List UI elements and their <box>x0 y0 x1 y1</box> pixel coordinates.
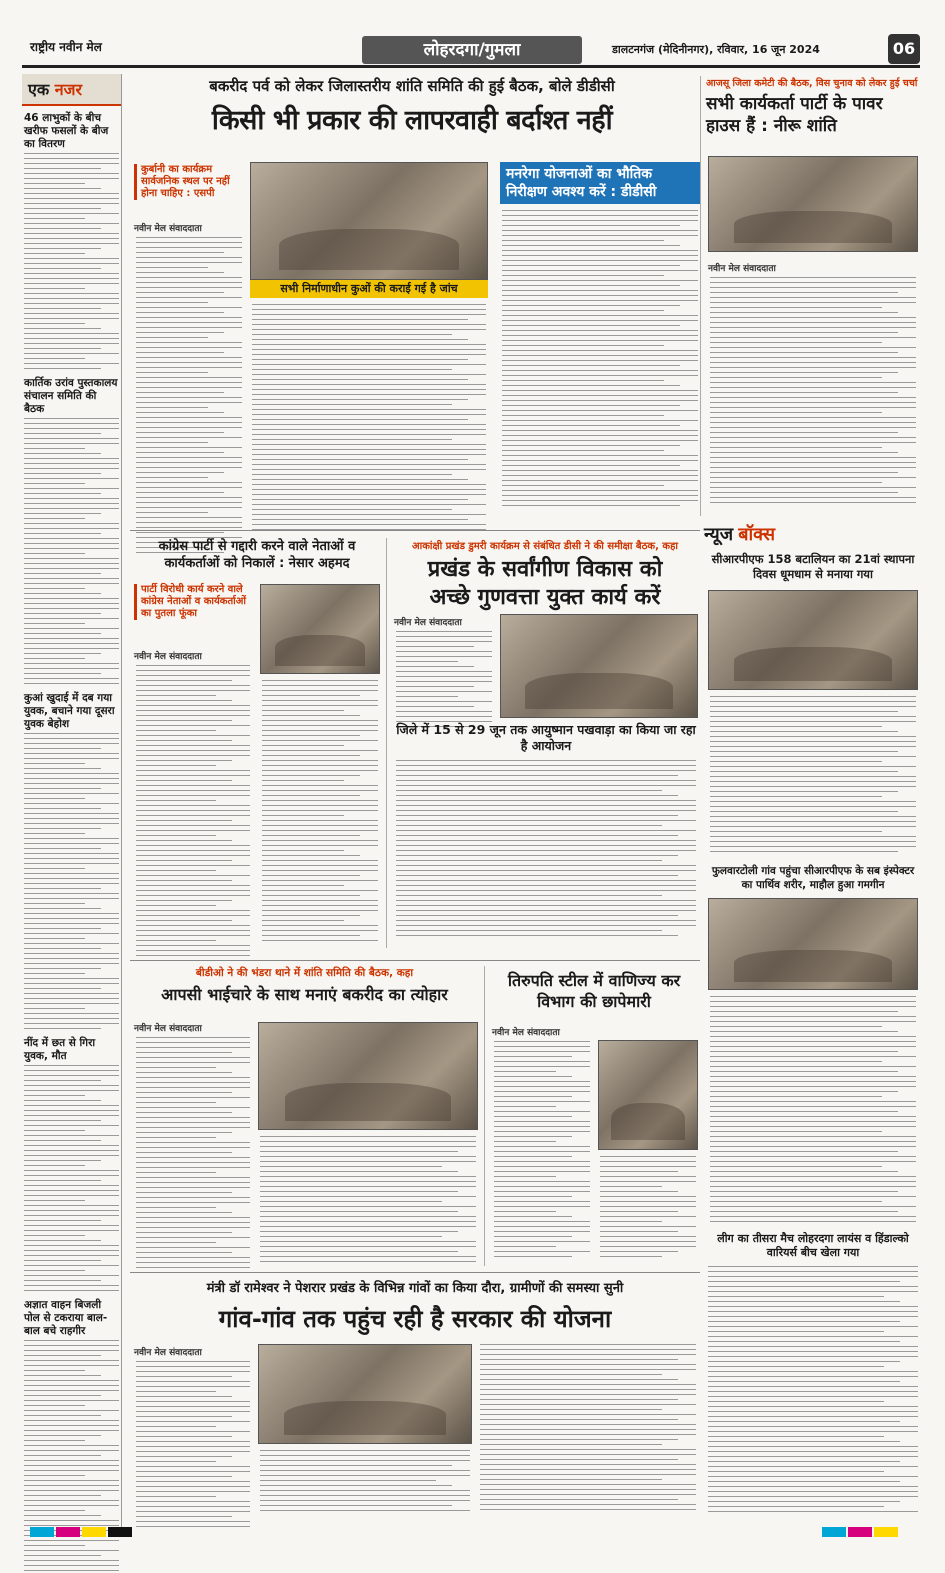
news-box-item <box>706 552 920 582</box>
bakrid-peace-body-col2 <box>258 1136 478 1266</box>
congress-pull-quote: पार्टी विरोधी कार्य करने वाले कांग्रेस नेताओं व कार्यकर्ताओं का पुतला फूंका <box>134 584 252 620</box>
tirupati-photo <box>598 1040 698 1150</box>
body-text <box>396 631 492 731</box>
yojana-story <box>132 1278 698 1335</box>
bakrid-peace-byline: नवीन मेल संवाददाता <box>134 1024 202 1034</box>
column-rule <box>700 76 701 516</box>
block-dev-story <box>392 538 698 612</box>
news-box-label: न्यूज बॉक्स <box>704 524 776 545</box>
block-dev-byline: नवीन मेल संवाददाता <box>394 618 462 628</box>
block-dev-headline-2: अच्छे गुणवत्ता युक्त कार्य करें <box>429 585 661 610</box>
body-text <box>600 1156 696 1264</box>
lead-caption: सभी निर्माणाधीन कुओं की कराई गई है जांच <box>250 280 488 298</box>
aajsu-headline: सभी कार्यकर्ता पार्टी के पावर हाउस हैं : नीरू शांति <box>706 94 883 136</box>
congress-byline: नवीन मेल संवाददाता <box>134 652 202 662</box>
brief-body <box>24 733 119 1033</box>
tirupati-byline: नवीन मेल संवाददाता <box>492 1028 560 1038</box>
lead-story <box>132 76 692 137</box>
league-headline: लीग का तीसरा मैच लोहरदगा लायंस व हिंडाल्को वारियर्स बीच खेला गया <box>717 1232 909 1259</box>
body-text <box>710 996 916 1226</box>
mgnrega-headline: मनरेगा योजनाओं का भौतिक निरीक्षण अवश्य करें : डीडीसी <box>500 162 700 204</box>
phulwartoli-body <box>708 996 918 1226</box>
yojana-headline: गांव-गांव तक पहुंच रही है सरकार की योजना <box>218 1305 612 1333</box>
tirupati-headline: तिरुपति स्टील में वाणिज्य कर विभाग की छापेमारी <box>507 971 681 1011</box>
tirupati-story <box>490 970 698 1012</box>
ayushman-headline: जिले में 15 से 29 जून तक आयुष्मान पखवाड़ा का किया जा रहा है आयोजन <box>396 722 696 753</box>
lead-body-col1 <box>134 218 244 557</box>
aajsu-byline: नवीन मेल संवाददाता <box>708 264 776 274</box>
body-text <box>262 680 378 948</box>
section-rule <box>130 960 700 961</box>
lead-body-col2 <box>250 304 488 534</box>
section-rule <box>130 1272 700 1273</box>
bakrid-peace-headline: आपसी भाईचारे के साथ मनाएं बकरीद का त्योहार <box>161 985 448 1004</box>
page-number: 06 <box>888 34 920 64</box>
crpf-body <box>708 696 918 856</box>
body-text <box>710 696 916 856</box>
tirupati-body-col2 <box>598 1156 698 1264</box>
dateline: डालटनगंज (मेदिनीनगर), रविवार, 16 जून 2024 <box>612 43 820 56</box>
section-tab: लोहरदगा/गुमला <box>362 36 582 64</box>
lead-headline: किसी भी प्रकार की लापरवाही बर्दाश्त नहीं <box>211 105 613 136</box>
masthead <box>22 32 920 68</box>
block-dev-kicker: आकांक्षी प्रखंड डुमरी कार्यक्रम से संबंधित डीसी ने की समीक्षा बैठक, कहा <box>412 541 678 552</box>
crpf-photo <box>708 590 918 690</box>
yojana-body-col1 <box>134 1342 252 1531</box>
lead-kicker: बकरीद पर्व को लेकर जिलास्तरीय शांति समिति की हुई बैठक, बोले डीडीसी <box>209 77 615 95</box>
brief-headline: कार्तिक उरांव पुस्तकालय संचालन समिति की बैठक <box>24 377 118 415</box>
body-text <box>260 1136 476 1266</box>
brief-body <box>24 1065 119 1295</box>
crpf-headline: सीआरपीएफ 158 बटालियन का 21वां स्थापना दिवस धूमधाम से मनाया गया <box>711 552 915 581</box>
body-text <box>136 1361 250 1531</box>
yojana-photo <box>258 1344 472 1444</box>
lead-pull-quote: कुर्बानी का कार्यक्रम सार्वजनिक स्थल पर नहीं होना चाहिए : एसपी <box>134 164 244 200</box>
ek-nazar-column <box>22 74 122 1529</box>
section-rule <box>130 530 700 531</box>
phulwartoli-photo <box>708 898 918 990</box>
body-text <box>708 1266 918 1516</box>
lead-photo <box>250 162 488 280</box>
brief-body <box>24 153 119 373</box>
brief-headline: नींद में छत से गिरा युवक, मौत <box>24 1037 96 1062</box>
block-dev-photo <box>500 614 698 718</box>
brief-headline: कुआं खुदाई में दब गया युवक, बचाने गया दूसरा युवक बेहोश <box>24 692 115 730</box>
phulwartoli-headline: फुलवारटोली गांव पहुंचा सीआरपीएफ के सब इंस्पेक्टर का पार्थिव शरीर, माहौल हुआ गमगीन <box>711 865 915 891</box>
tirupati-body <box>492 1022 592 1261</box>
bakrid-peace-story <box>132 966 477 1005</box>
body-text <box>502 210 698 510</box>
body-text <box>136 237 242 557</box>
bakrid-peace-photo <box>258 1022 478 1130</box>
brief-headline: अज्ञात वाहन बिजली पोल से टकराया बाल-बाल बचे राहगीर <box>24 1299 108 1337</box>
yojana-kicker: मंत्री डॉ रामेश्वर ने पेशरार प्रखंड के विभिन्न गांवों का किया दौरा, ग्रामीणों की समस्या सुनी <box>206 1281 624 1296</box>
body-text <box>396 760 696 940</box>
body-text <box>260 1450 470 1516</box>
color-registration-bar <box>0 1520 945 1534</box>
lead-byline: नवीन मेल संवाददाता <box>134 224 202 234</box>
newspaper-page <box>22 32 920 1542</box>
congress-body-col1 <box>134 646 252 965</box>
body-text <box>136 665 250 965</box>
congress-photo <box>260 584 380 674</box>
block-dev-headline-1: प्रखंड के सर्वांगीण विकास को <box>427 557 663 582</box>
aajsu-body <box>708 258 918 507</box>
block-dev-body <box>394 612 494 731</box>
congress-headline: कांग्रेस पार्टी से गद्दारी करने वाले नेताओं व कार्यकर्ताओं को निकालें : नेसार अहमद <box>158 539 356 571</box>
aajsu-story <box>706 76 920 137</box>
paper-name: राष्ट्रीय नवीन मेल <box>30 40 102 54</box>
body-text <box>480 1344 696 1516</box>
body-text <box>494 1041 590 1261</box>
congress-story <box>132 538 382 572</box>
congress-body-col2 <box>260 680 380 948</box>
bakrid-peace-body-col1 <box>134 1018 252 1277</box>
aajsu-kicker: आजसू जिला कमेटी की बैठक, विस चुनाव को लेकर हुई चर्चा <box>706 78 918 89</box>
aajsu-photo <box>708 156 918 252</box>
yojana-body-col3 <box>478 1344 698 1516</box>
ek-nazar-label: एक नजर <box>22 74 121 106</box>
body-text <box>710 277 916 507</box>
column-rule <box>386 538 387 948</box>
yojana-byline: नवीन मेल संवाददाता <box>134 1348 202 1358</box>
mgnrega-story <box>500 162 700 510</box>
body-text <box>136 1037 250 1277</box>
yojana-body-col2 <box>258 1450 472 1516</box>
news-box-item <box>706 864 920 892</box>
bakrid-peace-kicker: बीडीओ ने की भंडरा थाने में शांति समिति की बैठक, कहा <box>195 967 414 979</box>
brief-body <box>24 418 119 688</box>
column-rule <box>484 966 485 1266</box>
news-box-item <box>706 1232 920 1516</box>
ayushman-story <box>394 722 698 940</box>
brief-headline: 46 लाभुकों के बीच खरीफ फसलों के बीज का वितरण <box>24 112 109 150</box>
body-text <box>252 304 486 534</box>
